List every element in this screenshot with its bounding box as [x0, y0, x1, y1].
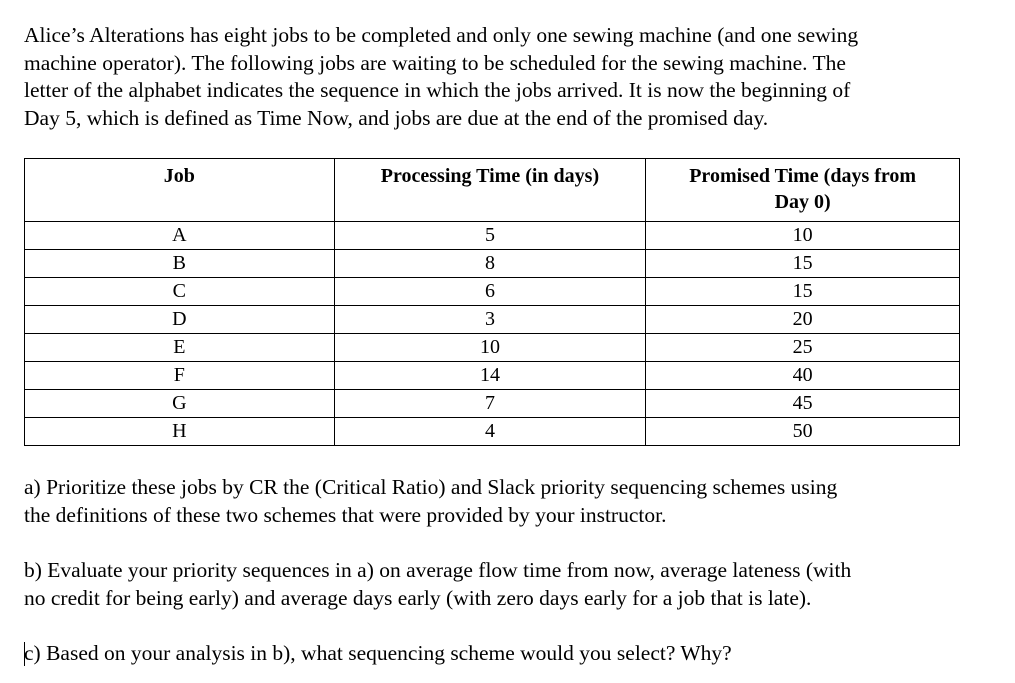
- cell-promised-time: 15: [646, 278, 960, 306]
- header-promised-time: [646, 159, 960, 222]
- cell-processing-time: 5: [334, 222, 646, 250]
- cell-job: E: [25, 334, 335, 362]
- table-row: [25, 362, 960, 390]
- question-c-line-1: c) Based on your analysis in b), what sequencing scheme would you select? Why?: [24, 641, 732, 665]
- cell-promised-time: 15: [646, 250, 960, 278]
- question-a: [24, 474, 837, 529]
- cell-job: D: [25, 306, 335, 334]
- question-a-line-1: a) Prioritize these jobs by CR the (Critical Ratio) and Slack priority sequencing schemes using: [24, 475, 838, 499]
- header-promised-line-1: Promised Time (days from: [689, 165, 917, 187]
- header-promised-line-2: Day 0): [774, 191, 831, 213]
- header-job: Job: [25, 159, 335, 222]
- intro-line-2: machine operator). The following jobs are waiting to be scheduled for the sewing machine. The: [24, 50, 846, 75]
- cell-processing-time: 7: [334, 390, 646, 418]
- intro-paragraph: [24, 22, 974, 132]
- question-b-line-2: no credit for being early) and average days early (with zero days early for a job that is late).: [24, 585, 812, 610]
- table-row: [25, 306, 960, 334]
- cell-processing-time: 4: [334, 418, 646, 446]
- cell-job: G: [25, 390, 335, 418]
- cell-job: F: [25, 362, 335, 390]
- table-row: [25, 334, 960, 362]
- cell-processing-time: 3: [334, 306, 646, 334]
- cell-job: C: [25, 278, 335, 306]
- intro-line-1: Alice’s Alterations has eight jobs to be completed and only one sewing machine (and one sewing: [24, 23, 859, 47]
- table-row: [25, 222, 960, 250]
- jobs-table: [24, 158, 960, 446]
- question-a-line-2: the definitions of these two schemes that were provided by your instructor.: [24, 502, 667, 527]
- cell-job: B: [25, 250, 335, 278]
- cell-processing-time: 6: [334, 278, 646, 306]
- question-b: [24, 557, 851, 612]
- cell-promised-time: 50: [646, 418, 960, 446]
- intro-line-3: letter of the alphabet indicates the sequence in which the jobs arrived. It is now the beginning of: [24, 78, 851, 102]
- question-b-line-1: b) Evaluate your priority sequences in a) on average flow time from now, average lateness (with: [24, 558, 852, 582]
- intro-line-4: Day 5, which is defined as Time Now, and jobs are due at the end of the promised day.: [24, 105, 769, 130]
- table-body: [25, 222, 960, 446]
- table-row: [25, 390, 960, 418]
- question-c: [24, 640, 732, 668]
- cell-processing-time: 14: [334, 362, 646, 390]
- cell-job: H: [25, 418, 335, 446]
- header-processing-time: Processing Time (in days): [334, 159, 646, 222]
- table-row: [25, 418, 960, 446]
- cell-promised-time: 10: [646, 222, 960, 250]
- cell-processing-time: 8: [334, 250, 646, 278]
- table-row: [25, 250, 960, 278]
- table-header-row: [25, 159, 960, 222]
- cell-processing-time: 10: [334, 334, 646, 362]
- cell-promised-time: 45: [646, 390, 960, 418]
- cell-promised-time: 20: [646, 306, 960, 334]
- cell-promised-time: 40: [646, 362, 960, 390]
- cell-job: A: [25, 222, 335, 250]
- cell-promised-time: 25: [646, 334, 960, 362]
- table-row: [25, 278, 960, 306]
